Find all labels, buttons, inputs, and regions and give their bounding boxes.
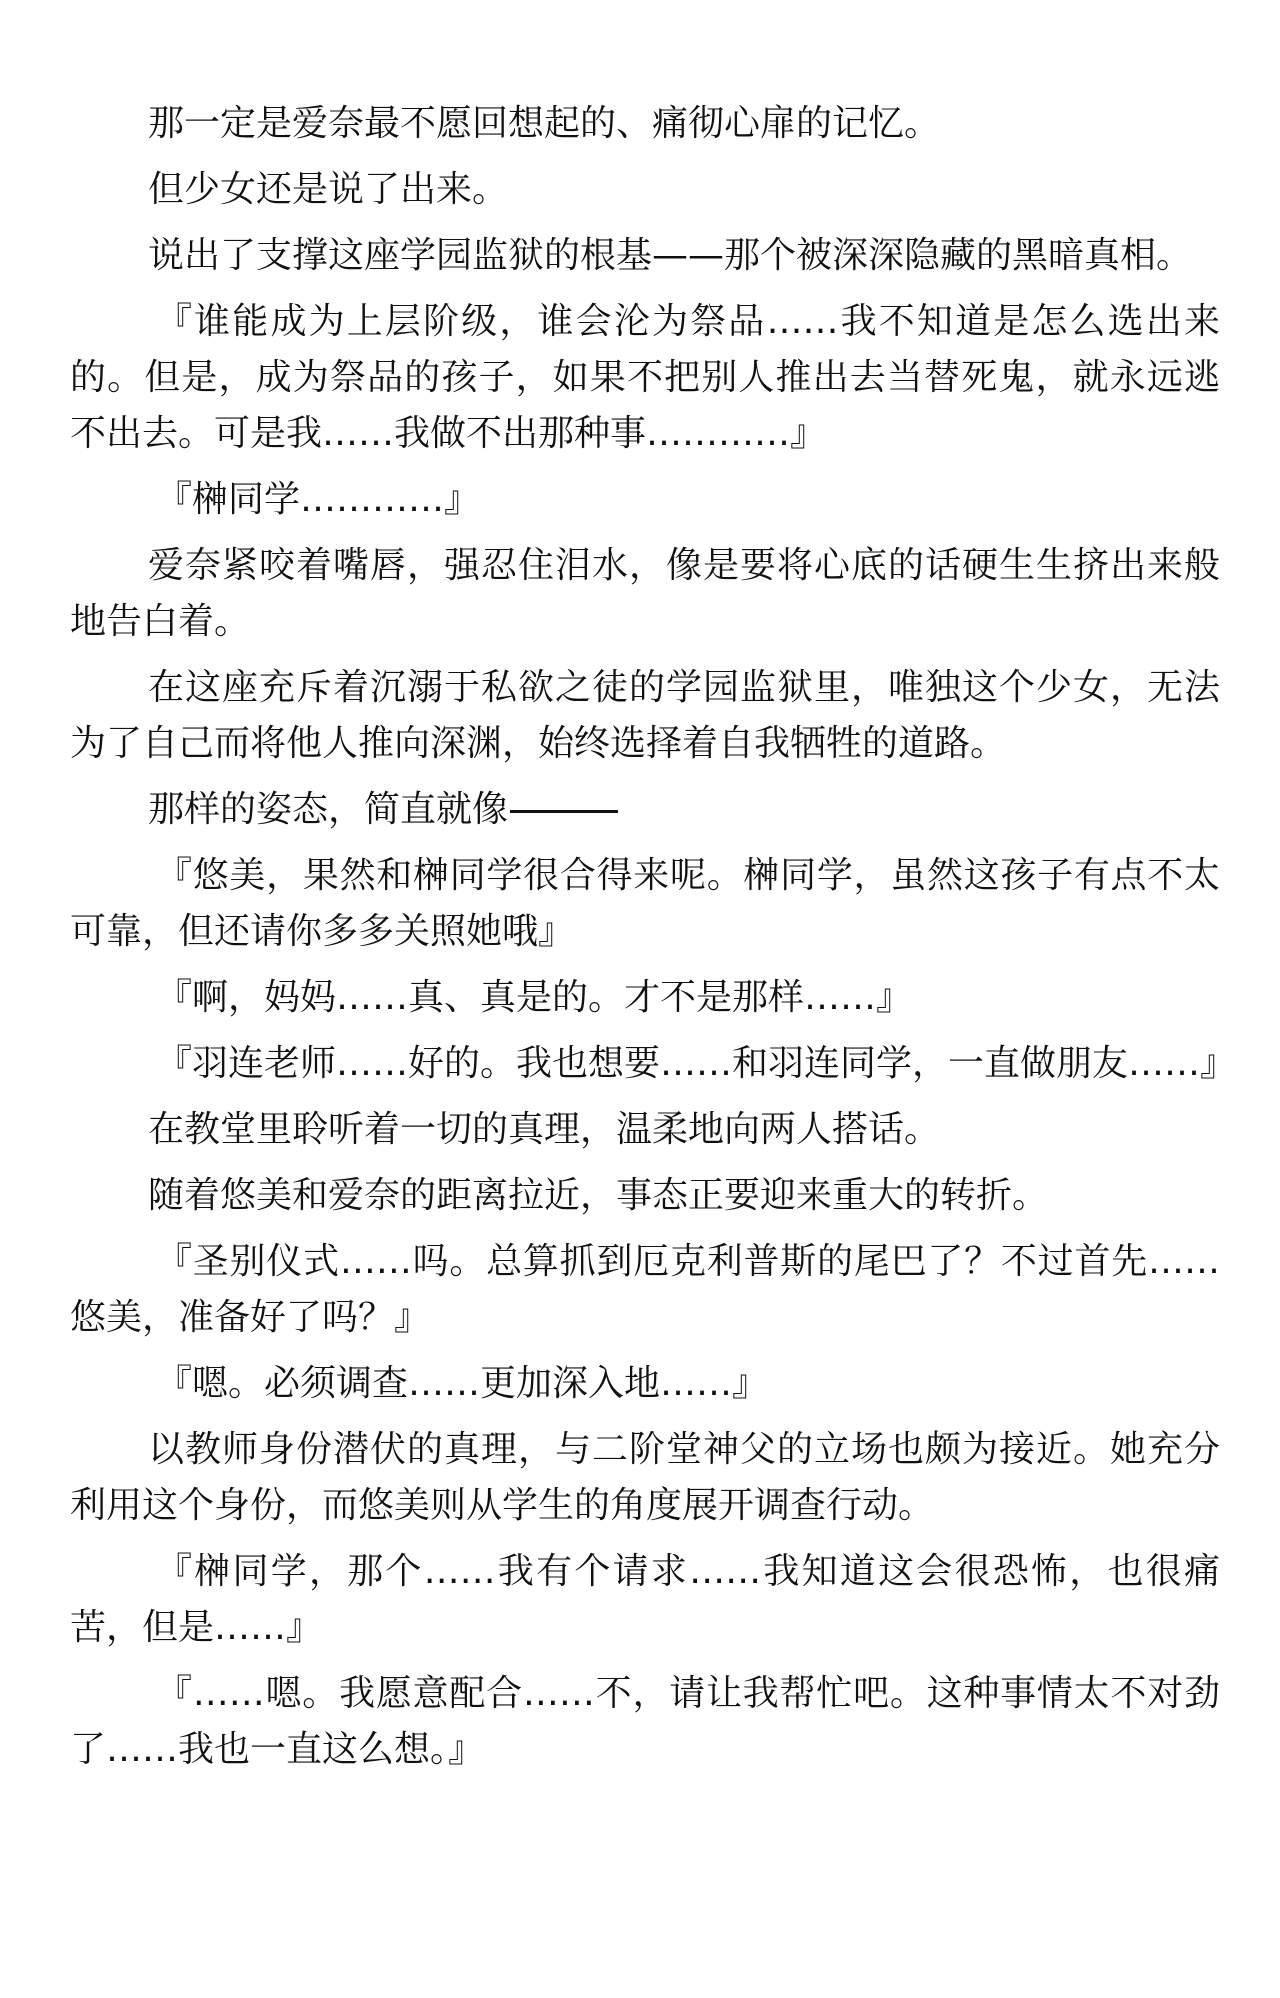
paragraph: 在教堂里聆听着一切的真理，温柔地向两人搭话。 — [148, 1109, 941, 1150]
em-dash-line — [510, 810, 618, 813]
paragraph: 说出了支撑这座学园监狱的根基——那个被深深隐藏的黑暗真相。 — [148, 235, 1193, 276]
paragraph: 以教师身份潜伏的真理，与二阶堂神父的立场也颇为接近。她充分利用这个身份，而悠美则从学生的角度展开调查行动。 — [70, 1429, 1220, 1526]
paragraph-text: 那样的姿态，简直就像 — [148, 789, 509, 830]
paragraph: 在这座充斥着沉溺于私欲之徒的学园监狱里，唯独这个少女，无法为了自己而将他人推向深渊，始终选择着自我牺牲的道路。 — [70, 667, 1220, 764]
paragraph: 爱奈紧咬着嘴唇，强忍住泪水，像是要将心底的话硬生生挤出来般地告白着。 — [70, 545, 1220, 642]
paragraph: 那一定是爱奈最不愿回想起的、痛彻心扉的记忆。 — [148, 103, 941, 144]
dialogue-paragraph: 『谁能成为上层阶级，谁会沦为祭品……我不知道是怎么选出来的。但是，成为祭品的孩子，如果不把别人推出去当替死鬼，就永远逃不出去。可是我……我做不出那种事…………』 — [70, 301, 1220, 454]
paragraph: 随着悠美和爱奈的距离拉近，事态正要迎来重大的转折。 — [148, 1175, 1049, 1216]
dialogue-paragraph: 『……嗯。我愿意配合……不，请让我帮忙吧。这种事情太不对劲了……我也一直这么想。』 — [70, 1673, 1220, 1770]
novel-page — [70, 96, 1237, 1788]
paragraph: 但少女还是说了出来。 — [148, 169, 509, 210]
dialogue-paragraph: 『悠美，果然和榊同学很合得来呢。榊同学，虽然这孩子有点不太可靠，但还请你多多关照她哦』 — [70, 855, 1220, 952]
dialogue-paragraph: 『榊同学，那个……我有个请求……我知道这会很恐怖，也很痛苦，但是……』 — [70, 1551, 1220, 1648]
dialogue-paragraph: 『嗯。必须调查……更加深入地……』 — [156, 1363, 769, 1404]
dialogue-paragraph: 『榊同学…………』 — [156, 479, 481, 520]
dialogue-paragraph: 『啊，妈妈……真、真是的。才不是那样……』 — [156, 977, 913, 1018]
dialogue-paragraph: 『羽连老师……好的。我也想要……和羽连同学，一直做朋友……』 — [156, 1043, 1237, 1084]
paragraph-with-dash — [70, 782, 1220, 838]
dialogue-paragraph: 『圣别仪式……吗。总算抓到厄克利普斯的尾巴了？不过首先……悠美，准备好了吗？』 — [70, 1241, 1220, 1338]
